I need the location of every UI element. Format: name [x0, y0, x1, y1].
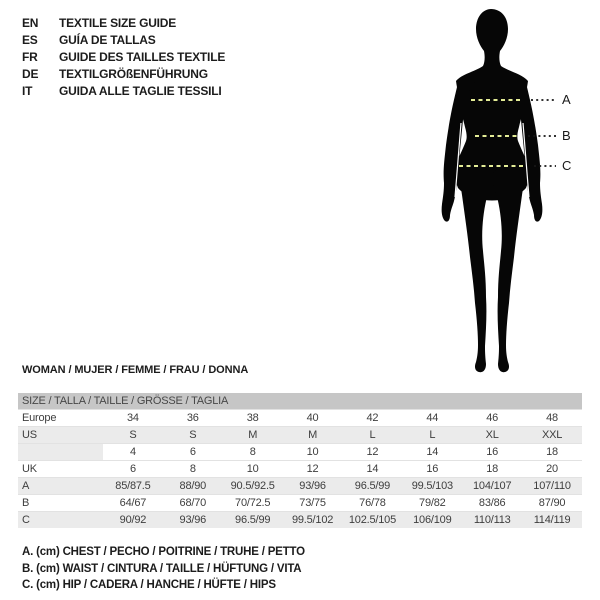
size-cell: 8 [223, 444, 283, 461]
row-label: US [18, 427, 103, 444]
lang-title: GUIDE DES TAILLES TEXTILE [59, 50, 226, 64]
size-cell: S [163, 427, 223, 444]
size-cell: 85/87.5 [103, 478, 163, 495]
size-cell: 68/70 [163, 495, 223, 512]
size-cell: 16 [462, 444, 522, 461]
size-cell: 102.5/105 [343, 512, 403, 529]
size-cell: 16 [402, 461, 462, 478]
size-cell: 96.5/99 [223, 512, 283, 529]
size-cell: 93/96 [163, 512, 223, 529]
size-cell: 64/67 [103, 495, 163, 512]
row-label: UK [18, 461, 103, 478]
size-cell: 10 [223, 461, 283, 478]
row-label: C [18, 512, 103, 529]
measure-legend [22, 544, 305, 594]
measurement-figure [430, 5, 580, 375]
size-cell: 12 [283, 461, 343, 478]
size-cell: M [283, 427, 343, 444]
size-cell: 36 [163, 410, 223, 427]
size-cell: 110/113 [462, 512, 522, 529]
lang-code: DE [22, 67, 39, 81]
table-row-uk [18, 461, 582, 478]
legend-chest: A. (cm) CHEST / PECHO / POITRINE / TRUHE / PETTO [22, 546, 305, 558]
waist-label: B [562, 128, 571, 143]
size-cell: 107/110 [522, 478, 582, 495]
size-cell: 12 [343, 444, 403, 461]
lang-title: TEXTILGRÖßENFÜHRUNG [59, 67, 208, 81]
table-row-hip [18, 512, 582, 529]
table-header-row [18, 393, 582, 410]
size-cell: 70/72.5 [223, 495, 283, 512]
legend-waist: B. (cm) WAIST / CINTURA / TAILLE / HÜFTUNG / VITA [22, 562, 302, 575]
size-cell: 76/78 [343, 495, 403, 512]
size-cell: 104/107 [462, 478, 522, 495]
size-cell: 99.5/102 [283, 512, 343, 529]
lang-title: GUIDA ALLE TAGLIE TESSILI [59, 84, 222, 98]
hip-label: C [562, 158, 572, 173]
size-cell: 44 [402, 410, 462, 427]
lang-row-de [22, 66, 225, 83]
language-title-list [22, 15, 225, 100]
lang-title: TEXTILE SIZE GUIDE [59, 16, 177, 30]
lang-code: FR [22, 50, 38, 64]
size-cell: 93/96 [283, 478, 343, 495]
size-cell: 87/90 [522, 495, 582, 512]
size-cell: S [103, 427, 163, 444]
lang-row-es [22, 32, 225, 49]
row-label: B [18, 495, 103, 512]
size-cell: 48 [522, 410, 582, 427]
table-row-europe [18, 410, 582, 427]
size-cell: 40 [283, 410, 343, 427]
lang-code: EN [22, 16, 39, 30]
lang-code: IT [22, 84, 33, 98]
size-cell: 79/82 [402, 495, 462, 512]
size-cell: 90.5/92.5 [223, 478, 283, 495]
size-cell: 106/109 [402, 512, 462, 529]
size-cell: 10 [283, 444, 343, 461]
size-cell: XXL [522, 427, 582, 444]
size-cell: 96.5/99 [343, 478, 403, 495]
size-cell: L [343, 427, 403, 444]
lang-title: GUÍA DE TALLAS [59, 33, 156, 47]
size-cell: 46 [462, 410, 522, 427]
size-cell: 20 [522, 461, 582, 478]
size-cell: 18 [462, 461, 522, 478]
size-cell: 90/92 [103, 512, 163, 529]
size-cell: 114/119 [522, 512, 582, 529]
size-cell: 18 [522, 444, 582, 461]
size-cell: 73/75 [283, 495, 343, 512]
size-cell: 6 [103, 461, 163, 478]
size-cell: 42 [343, 410, 403, 427]
size-cell: 88/90 [163, 478, 223, 495]
woman-silhouette [430, 5, 580, 375]
lang-code: ES [22, 33, 38, 47]
row-label: Europe [18, 410, 103, 427]
size-cell: 34 [103, 410, 163, 427]
size-table-wrap [18, 393, 582, 528]
table-row-chest [18, 478, 582, 495]
size-table [18, 393, 582, 528]
chest-label: A [562, 92, 571, 107]
size-cell: 6 [163, 444, 223, 461]
row-label [18, 444, 103, 461]
size-cell: 8 [163, 461, 223, 478]
legend-hip: C. (cm) HIP / CADERA / HANCHE / HÜFTE / HIPS [22, 579, 276, 591]
size-cell: M [223, 427, 283, 444]
size-cell: XL [462, 427, 522, 444]
size-cell: 14 [402, 444, 462, 461]
silhouette-right-leg [493, 162, 523, 372]
size-cell: 14 [343, 461, 403, 478]
size-cell: 38 [223, 410, 283, 427]
table-row-us [18, 427, 582, 444]
lang-row-fr [22, 49, 225, 66]
section-title: WOMAN / MUJER / FEMME / FRAU / DONNA [22, 364, 249, 376]
lang-row-it [22, 83, 225, 100]
table-row-waist [18, 495, 582, 512]
row-label: A [18, 478, 103, 495]
size-cell: 4 [103, 444, 163, 461]
size-cell: L [402, 427, 462, 444]
size-cell: 83/86 [462, 495, 522, 512]
size-cell: 99.5/103 [402, 478, 462, 495]
table-header: SIZE / TALLA / TAILLE / GRÖSSE / TAGLIA [18, 393, 582, 410]
silhouette-left-leg [461, 162, 491, 372]
table-row-us-numeric [18, 444, 582, 461]
lang-row-en [22, 15, 225, 32]
